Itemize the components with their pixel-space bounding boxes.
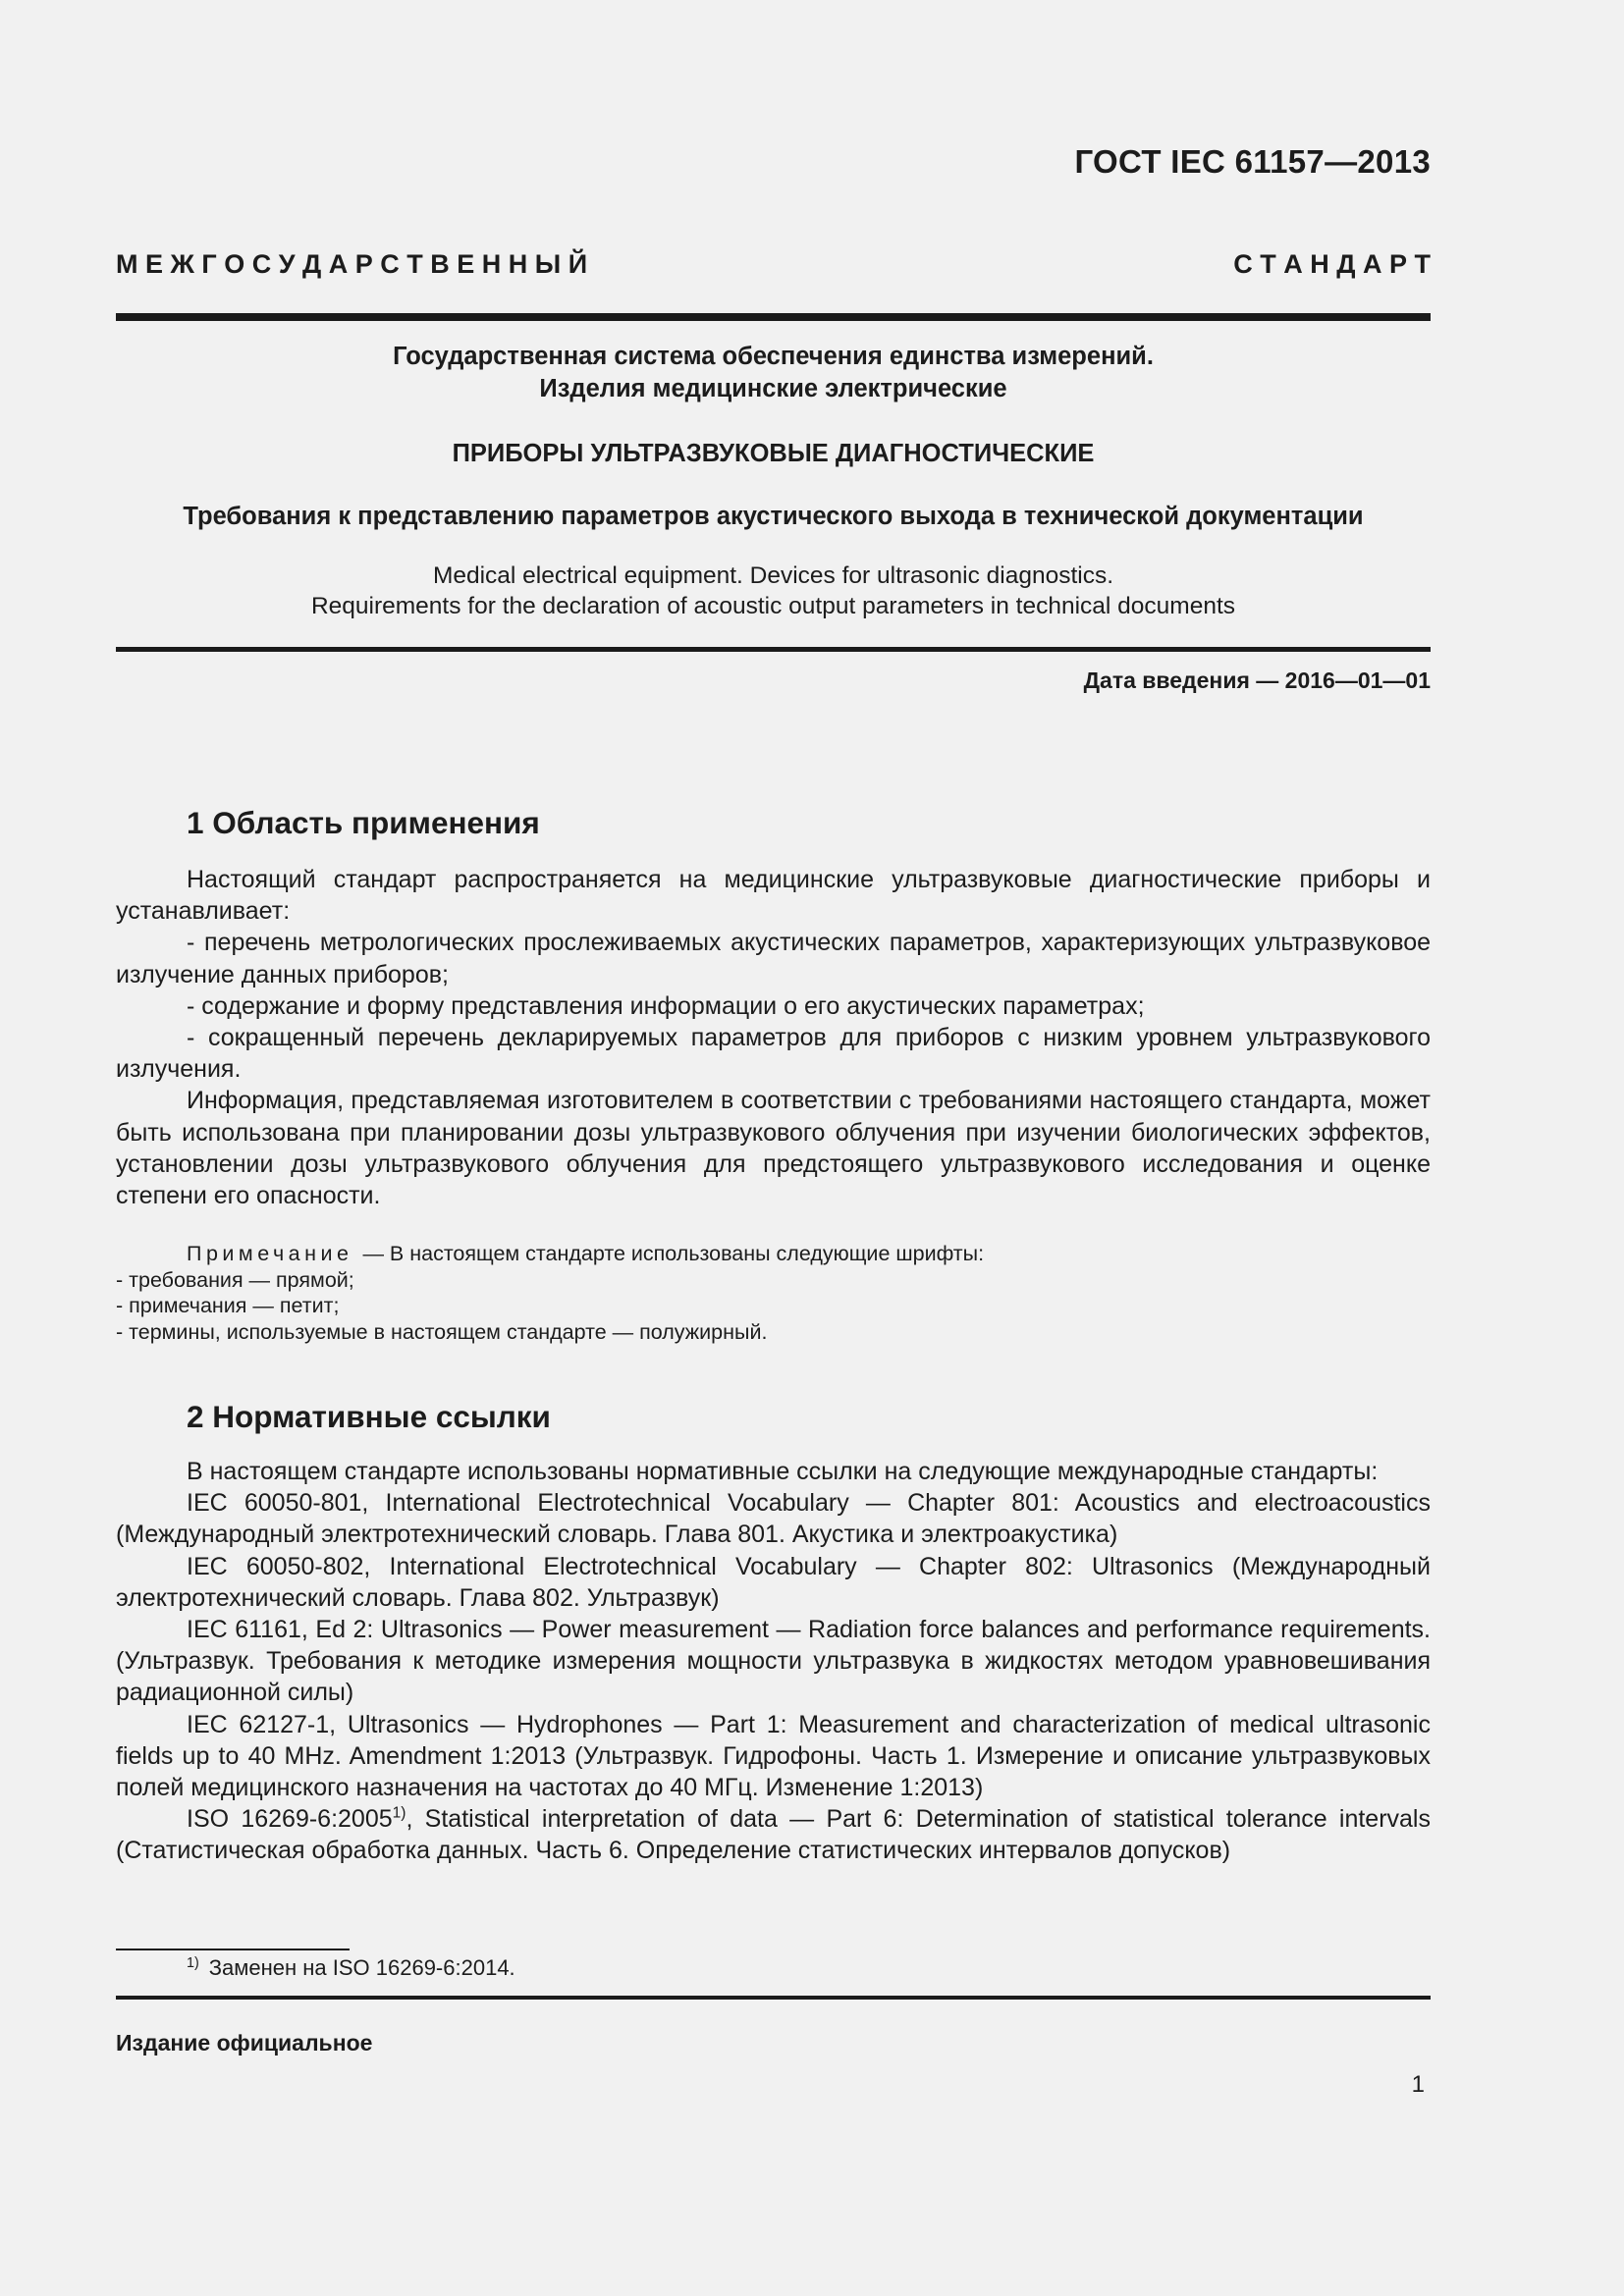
- note-label: Примечание: [187, 1242, 353, 1265]
- scope-list-item: - содержание и форму представления информации о его акустических параметрах;: [187, 991, 1145, 1020]
- title-sub: Требования к представлению параметров акустического выхода в технической документации: [183, 503, 1364, 530]
- section-2-paragraph: В настоящем стандарте использованы нормативные ссылки на следующие международные стандарты:: [187, 1458, 1379, 1485]
- section-1-body: [116, 864, 1431, 1211]
- section-1-paragraph: Информация, представляемая изготовителем в соответствии с требованиями настоящего стандарта, может быть использована при планировании дозы ультразвукового облучения при изучении биологических эффектов, установлении дозы ультразвукового облучения для предстоящего ультразвукового исследования и оценке степени его опасности.: [116, 1087, 1431, 1210]
- page-number: 1: [1411, 2071, 1425, 2098]
- title-line-1: Государственная система обеспечения единства измерений.: [393, 343, 1154, 370]
- top-rule: [116, 313, 1431, 321]
- normative-reference: IEC 60050-802, International Electrotechnical Vocabulary — Chapter 802: Ultrasonics (Международный электротехнический словарь. Глава 802. Ультразвук): [116, 1552, 1431, 1612]
- note-item: - термины, используемые в настоящем стандарте — полужирный.: [116, 1319, 768, 1344]
- reference-text: , Statistical interpretation of data — Part 6: Determination of statistical tolerance intervals (Статистическая обработка данных. Часть 6. Определение статистических интервалов допусков): [116, 1805, 1431, 1865]
- title-en-line-2: Requirements for the declaration of acoustic output parameters in technical documents: [310, 593, 1236, 619]
- reference-code: ISO 16269-6:2005: [187, 1805, 393, 1834]
- normative-reference: IEC 61161, Ed 2: Ultrasonics — Power measurement — Radiation force balances and performance requirements. (Ультразвук. Требования к методике измерения мощности ультразвука в жидкостях методом уравновешивания радиационной силы): [116, 1616, 1431, 1707]
- introduction-date: Дата введения — 2016—01—01: [1083, 667, 1431, 693]
- title-line-2: Изделия медицинские электрические: [539, 375, 1007, 402]
- standard-kind-word-2: С Т А Н Д А Р Т: [1233, 249, 1431, 279]
- section-1-heading: 1 Область применения: [187, 805, 540, 840]
- footnote: [187, 1953, 515, 1983]
- normative-reference: [116, 1803, 1431, 1866]
- scope-list-item: - перечень метрологических прослеживаемых акустических параметров, характеризующих ультразвуковое излучение данных приборов;: [116, 929, 1431, 988]
- footnote-text: Заменен на ISO 16269-6:2014.: [208, 1955, 515, 1980]
- note-item: - примечания — петит;: [116, 1294, 340, 1317]
- standard-kind-word-1: М Е Ж Г О С У Д А Р С Т В Е Н Н Ы Й: [116, 249, 588, 279]
- footer-rule: [116, 1996, 1431, 2000]
- title-bottom-rule: [116, 647, 1431, 652]
- note-item: - требования — прямой;: [116, 1267, 354, 1292]
- standard-code: ГОСТ IEC 61157—2013: [1074, 143, 1431, 180]
- section-2-heading: 2 Нормативные ссылки: [187, 1399, 551, 1434]
- fonts-note: [116, 1241, 1431, 1345]
- footnote-mark: 1): [187, 1954, 199, 1971]
- title-main: ПРИБОРЫ УЛЬТРАЗВУКОВЫЕ ДИАГНОСТИЧЕСКИЕ: [452, 440, 1095, 467]
- normative-reference: IEC 60050-801, International Electrotechnical Vocabulary — Chapter 801: Acoustics and electroacoustics (Международный электротехнический словарь. Глава 801. Акустика и электроакустика): [116, 1489, 1431, 1549]
- section-1-paragraph: Настоящий стандарт распространяется на медицинские ультразвуковые диагностические приборы и устанавливает:: [116, 866, 1431, 926]
- note-text: — В настоящем стандарте использованы следующие шрифты:: [362, 1242, 985, 1265]
- standard-kind: [116, 247, 1431, 281]
- section-2-body: [116, 1456, 1431, 1867]
- title-en-line-1: Medical electrical equipment. Devices for ultrasonic diagnostics.: [432, 562, 1114, 589]
- footnote-separator: [116, 1949, 350, 1950]
- footnote-marker[interactable]: 1): [392, 1804, 406, 1822]
- scope-list-item: - сокращенный перечень декларируемых параметров для приборов с низким уровнем ультразвукового излучения.: [116, 1024, 1431, 1084]
- normative-reference: IEC 62127-1, Ultrasonics — Hydrophones — Part 1: Measurement and characterization of medical ultrasonic fields up to 40 MHz. Amendment 1:2013 (Ультразвук. Гидрофоны. Часть 1. Измерение и описание ультразвуковых полей медицинского назначения на частотах до 40 МГц. Изменение 1:2013): [116, 1710, 1431, 1802]
- edition-label: Издание официальное: [116, 2030, 373, 2056]
